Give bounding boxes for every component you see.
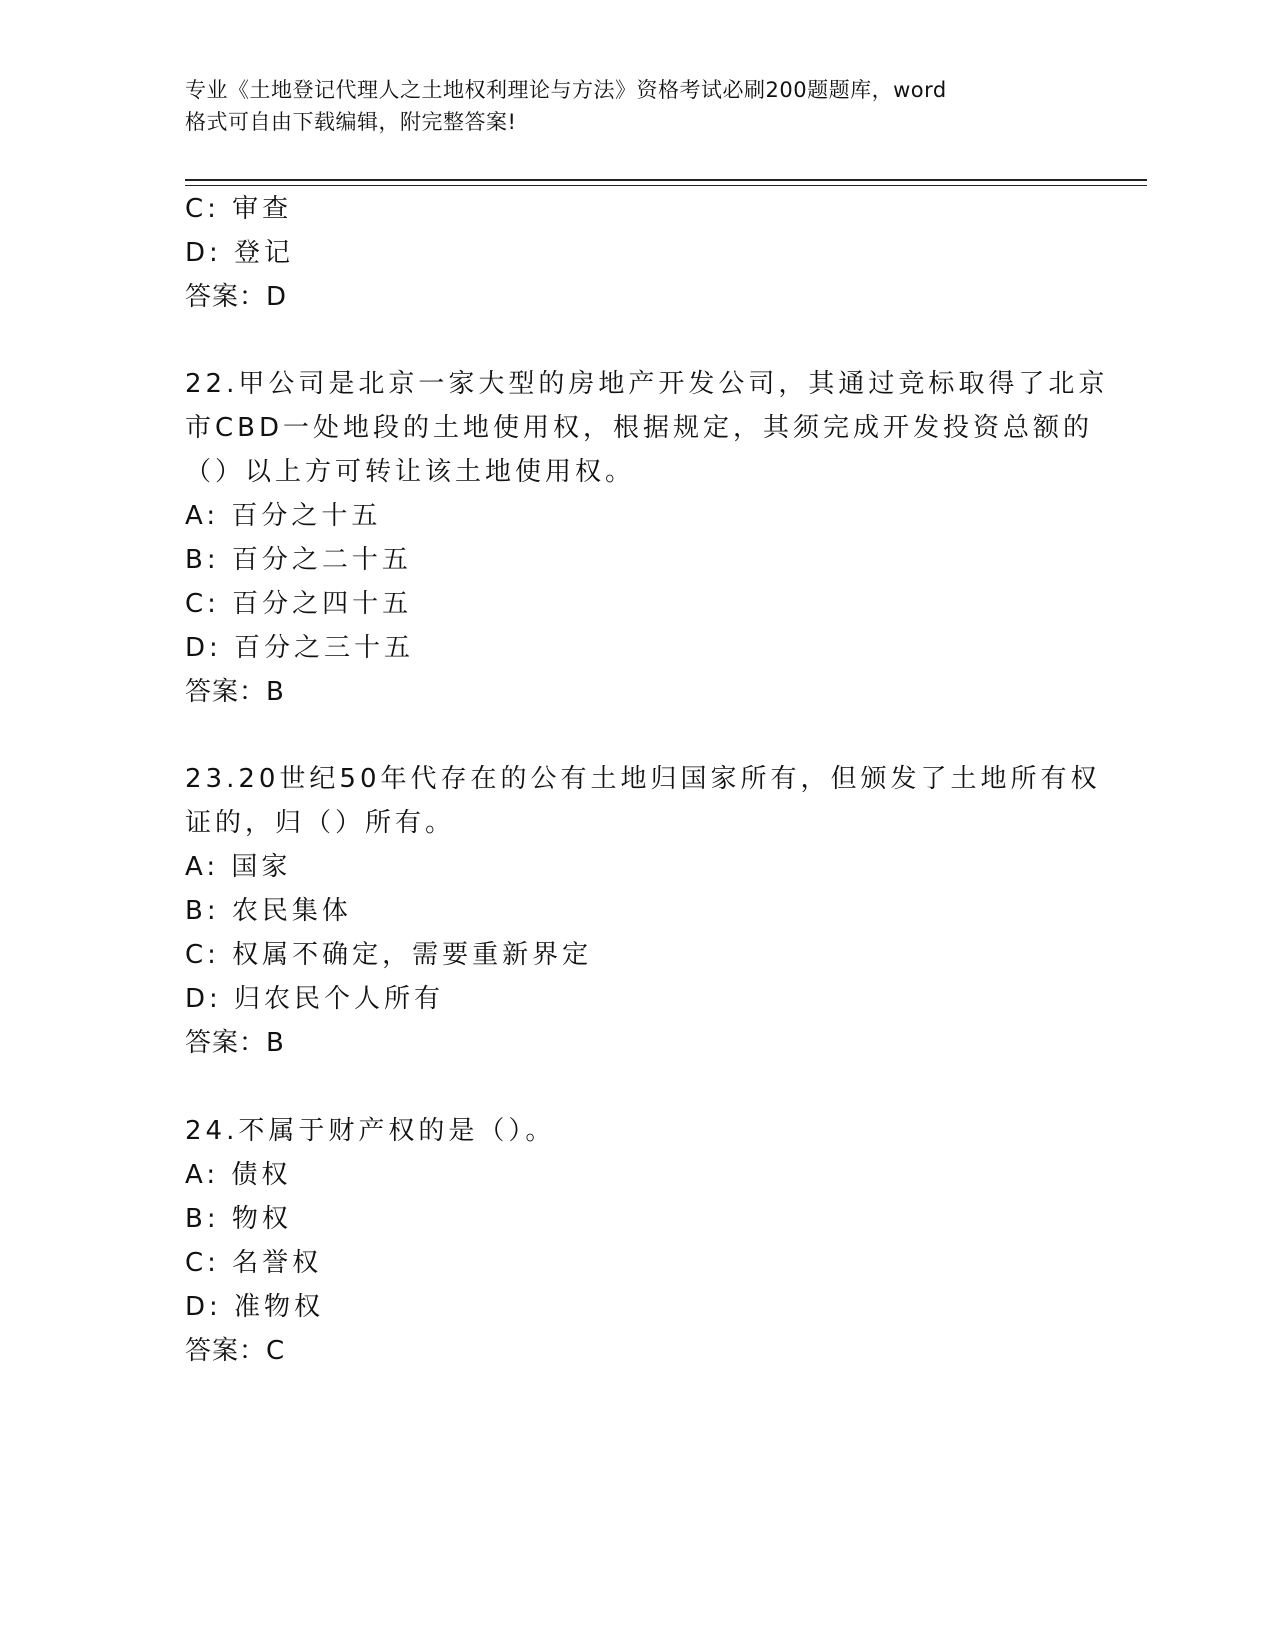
q21-option-d: D: 登记 <box>185 238 295 268</box>
q23-option-b: B: 农民集体 <box>185 896 352 926</box>
q23-answer: 答案：B <box>185 1028 285 1058</box>
q23-option-c: C: 权属不确定，需要重新界定 <box>185 940 593 970</box>
q22-option-d: D: 百分之三十五 <box>185 633 415 663</box>
q24-stem-line-1: 24.不属于财产权的是（）。 <box>185 1116 556 1146</box>
q23-stem-line-2: 证的，归（）所有。 <box>185 808 456 838</box>
header-line-2: 格式可自由下载编辑，附完整答案! <box>185 110 517 134</box>
q22-option-c: C: 百分之四十五 <box>185 589 413 619</box>
q22-stem-line-3: （）以上方可转让该土地使用权。 <box>185 457 636 487</box>
page-header <box>185 74 1065 138</box>
header-divider-thin <box>185 185 1147 186</box>
q24-answer: 答案：C <box>185 1336 286 1366</box>
q22-stem-line-1: 22.甲公司是北京一家大型的房地产开发公司，其通过竞标取得了北京 <box>185 369 1109 399</box>
q21-option-c: C: 审查 <box>185 194 293 224</box>
q22-option-b: B: 百分之二十五 <box>185 545 412 575</box>
q22-stem-line-2: 市CBD一处地段的土地使用权，根据规定，其须完成开发投资总额的 <box>185 413 1094 443</box>
header-line-1: 专业《土地登记代理人之土地权利理论与方法》资格考试必刷200题题库，word <box>185 78 947 102</box>
header-divider-thick <box>185 179 1147 181</box>
q23-option-a: A: 国家 <box>185 852 292 882</box>
q22-answer: 答案：B <box>185 677 285 707</box>
q23-option-d: D: 归农民个人所有 <box>185 984 445 1014</box>
q24-option-b: B: 物权 <box>185 1204 292 1234</box>
q21-answer: 答案：D <box>185 282 288 312</box>
q24-option-c: C: 名誉权 <box>185 1248 323 1278</box>
q24-option-d: D: 准物权 <box>185 1292 325 1322</box>
q24-option-a: A: 债权 <box>185 1160 292 1190</box>
q23-stem-line-1: 23.20世纪50年代存在的公有土地归国家所有，但颁发了土地所有权 <box>185 764 1101 794</box>
q22-option-a: A: 百分之十五 <box>185 501 382 531</box>
